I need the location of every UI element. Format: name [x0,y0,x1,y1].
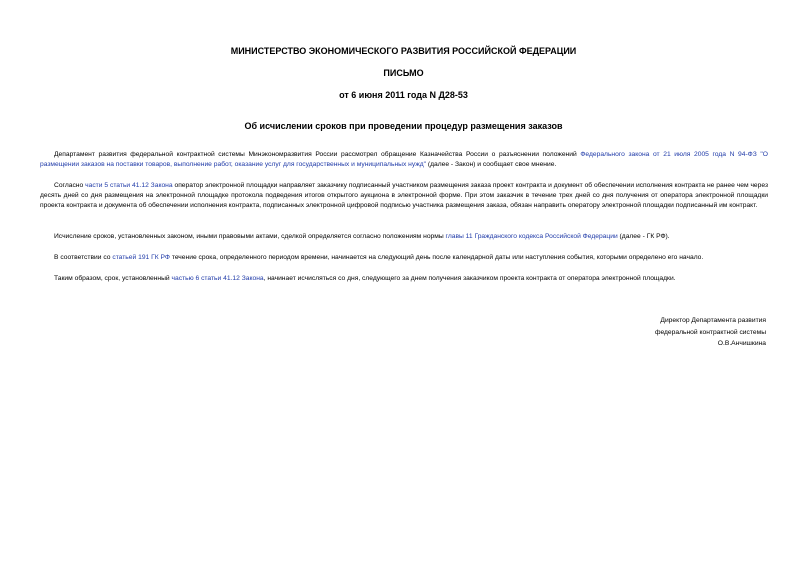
link-federal-law-94fz[interactable]: Федерального закона от 21 июля 2005 года N 94-ФЗ "О размещении заказов на поставки товаров, выполнение работ, оказание услуг для государственных и муниципальных нужд" [40,151,768,169]
link-chapter-11-civil-code[interactable]: главы 11 Гражданского кодекса Российской Федерации [445,233,618,240]
paragraph-5 [40,274,768,284]
link-part-6-article-41-12[interactable]: частью 6 статьи 41.12 Закона [171,275,264,282]
document-date-number: от 6 июня 2011 года N Д28-53 [339,90,468,100]
paragraph-3-text-start: Исчисление сроков, установленных законом, иными правовыми актами, сделкой определяется согласно положениям нормы [54,233,446,240]
signature-name: О.В.Анчишкина [717,340,766,347]
paragraph-2-text-end: оператор электронной площадки направляет заказчику подписанный участником размещения заказа проект контракта и документ об обеспечении исполнения контракта не ранее чем через десять дней со дня размещения на электронной площадке протокола подведения итогов открытого аукциона в электронной форме. При этом заказчик в течение трех дней со дня получения от оператора электронной площадки проекта контракта и документа об обеспечении исполнения контракта, подписанных электронной цифровой подписью участника размещения заказа, обязан направить оператору электронной площадки подписанный им контракт. [40,182,769,210]
document-subject: Об исчислении сроков при проведении процедур размещения заказов [244,121,563,131]
paragraph-2-text-start: Согласно [54,182,86,189]
signature-position-line-2: федеральной контрактной системы [654,328,766,336]
paragraph-5-text-start: Таким образом, срок, установленный [54,275,172,282]
paragraph-3 [40,232,768,242]
paragraph-2 [40,181,768,212]
ministry-title: МИНИСТЕРСТВО ЭКОНОМИЧЕСКОГО РАЗВИТИЯ РОССИЙСКОЙ ФЕДЕРАЦИИ [230,46,577,56]
document-type: ПИСЬМО [383,68,424,78]
link-article-191-civil-code[interactable]: статьей 191 ГК РФ [112,254,170,261]
paragraph-4-text-end: течение срока, определенного периодом времени, начинается на следующий день после календарной даты или наступления события, которыми определено его начало. [169,254,704,261]
paragraph-1-text-end: (далее - Закон) и сообщает свое мнение. [426,161,557,169]
paragraph-4 [40,253,768,263]
paragraph-3-text-end: (далее - ГК РФ). [617,233,670,240]
paragraph-1-text-start: Департамент развития федеральной контрактной системы Минэкономразвития России рассмотрел обращение Казначейства России о разъяснении положений [54,151,581,158]
paragraph-4-text-start: В соответствии со [54,254,113,261]
signature-position-line-1: Директор Департамента развития [660,317,766,324]
link-part-5-article-41-12[interactable]: части 5 статьи 41.12 Закона [85,182,173,189]
paragraph-5-text-end: , начинает исчисляться со дня, следующего за днем получения заказчиком проекта контракта от оператора электронной площадки. [263,275,676,282]
signature-block [655,315,766,350]
paragraph-1 [40,150,768,170]
